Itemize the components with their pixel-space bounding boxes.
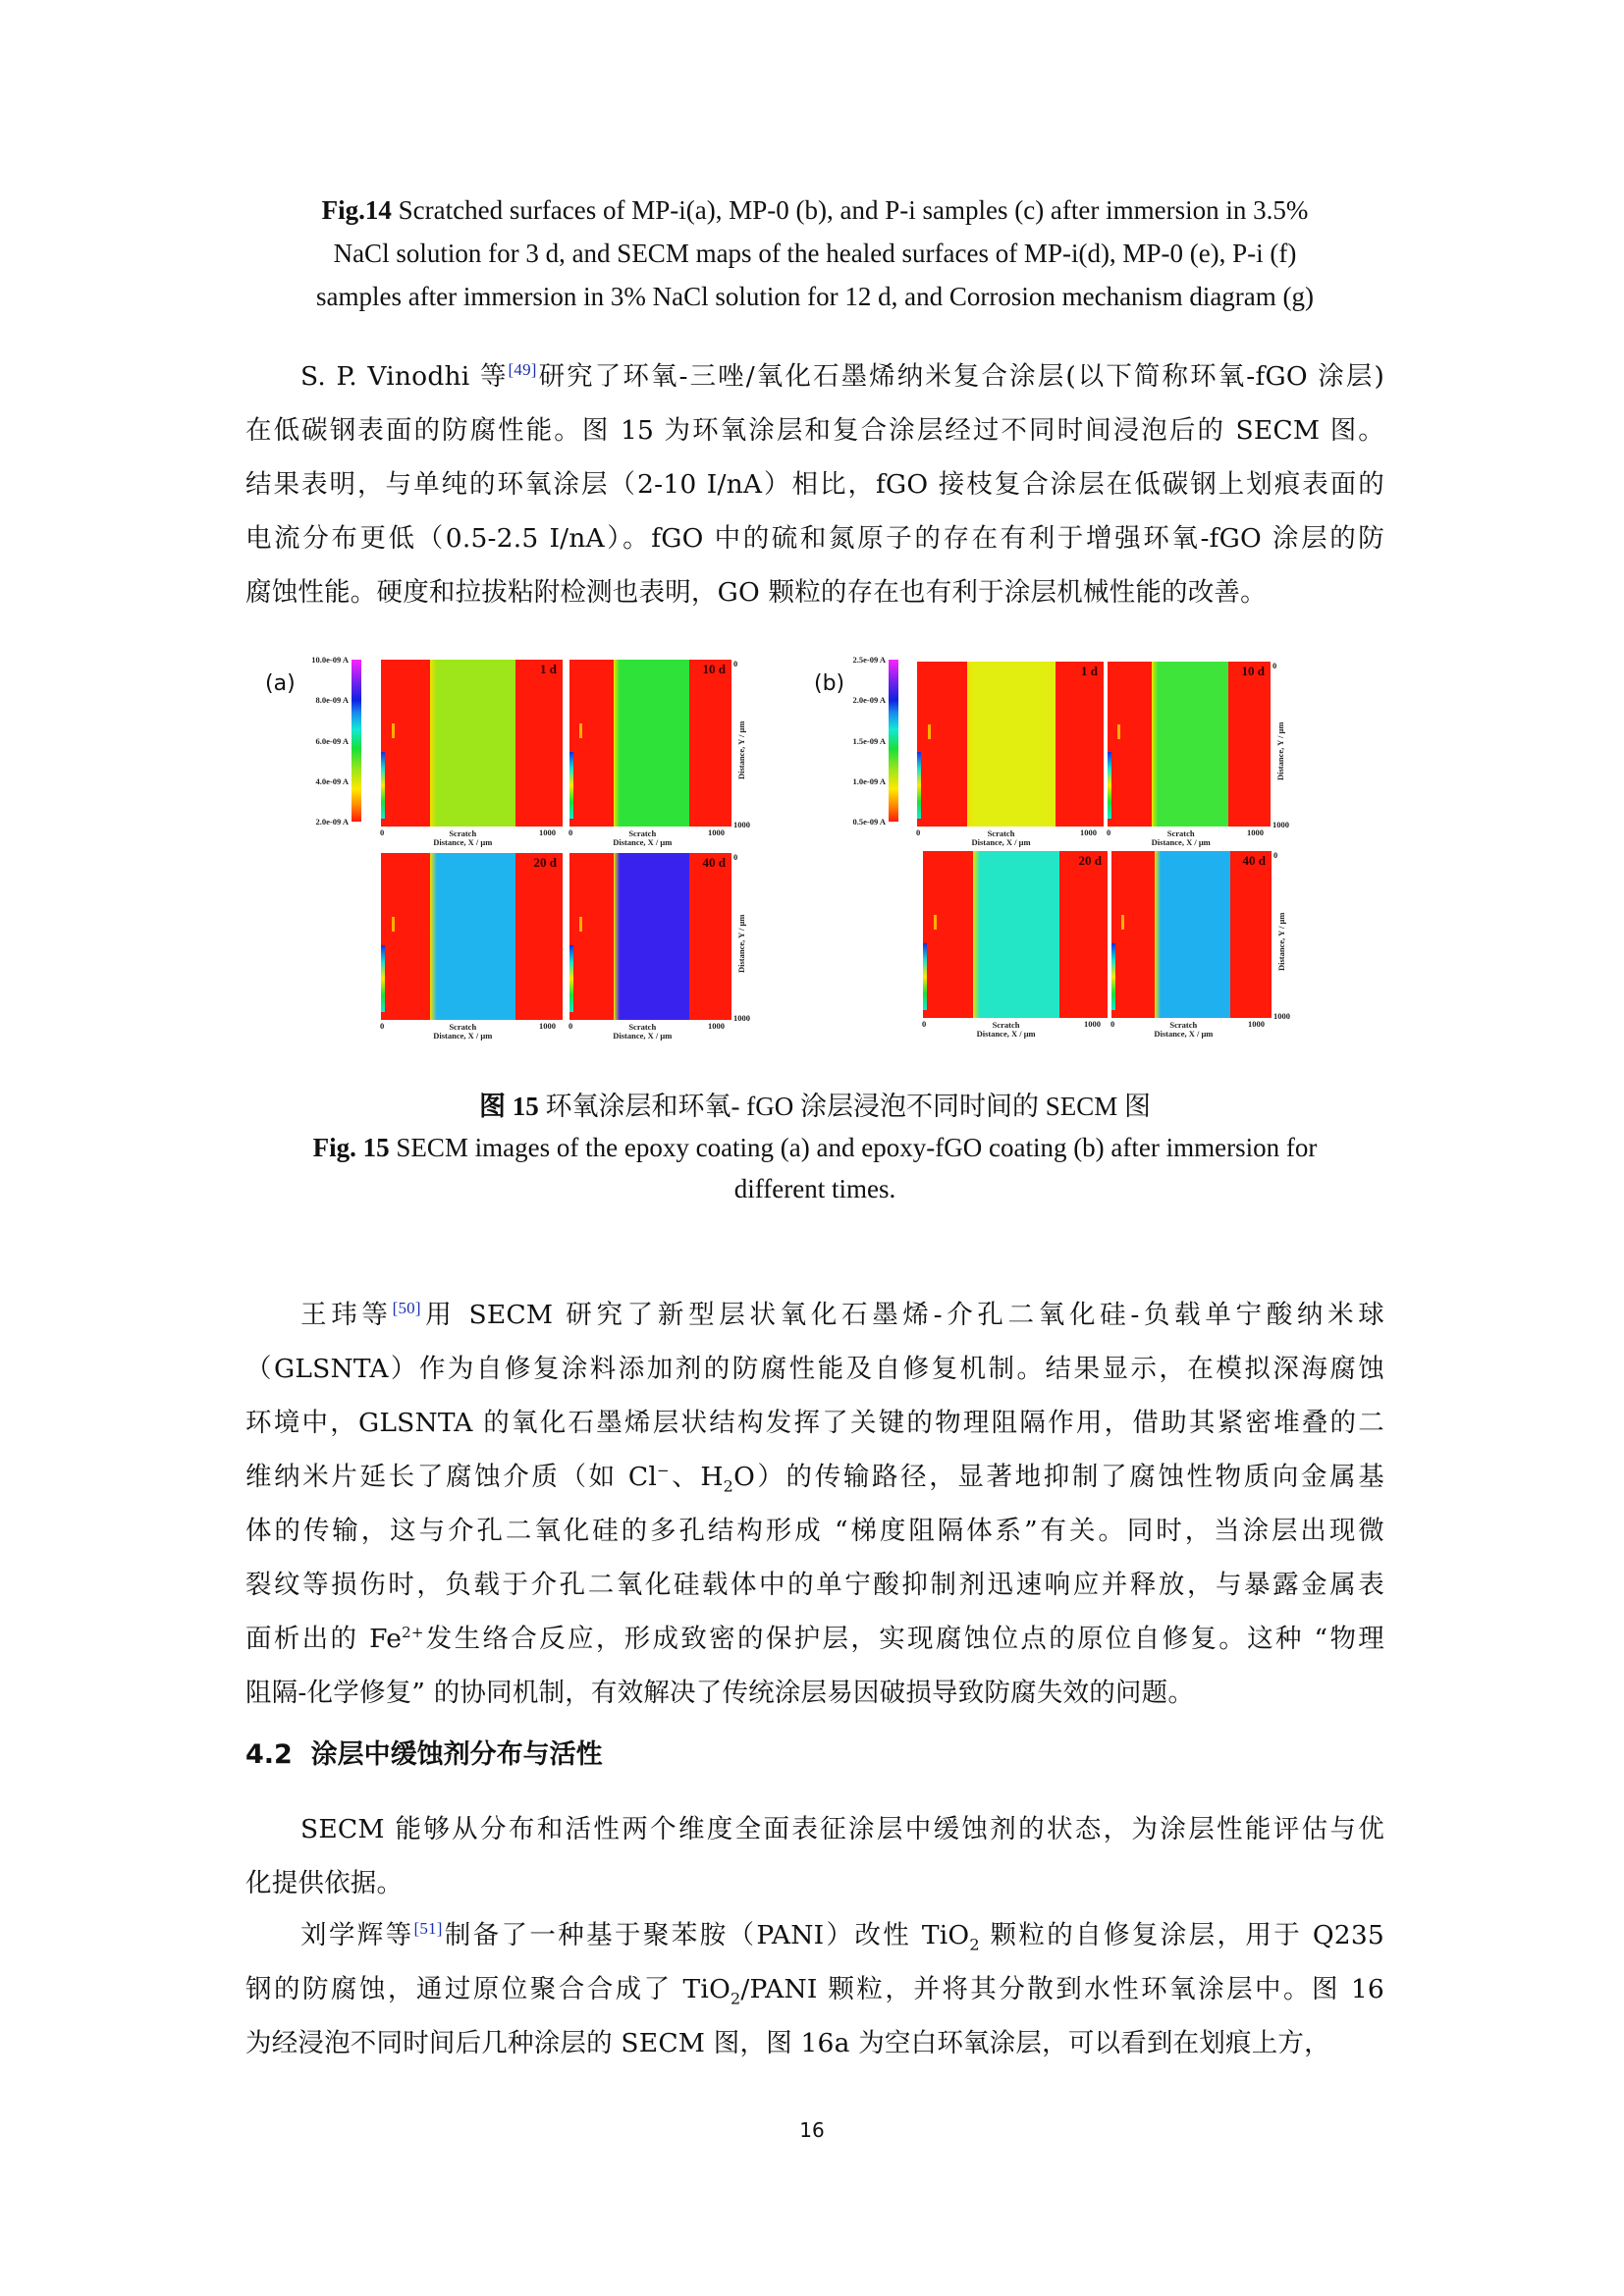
citation-link[interactable]: [50]: [392, 1299, 421, 1318]
secm-map: [569, 660, 731, 827]
text-line: 刘学辉等[51]制备了一种基于聚苯胺（PANI）改性 TiO$_2$ 颗粒的自修复涂层，用于 Q235: [300, 1919, 1384, 1954]
defect-spot: [569, 945, 573, 1012]
y-axis-title: Distance, Y / μm: [1276, 912, 1286, 972]
colorbar-tick-label: 8.0e-09 A: [315, 695, 349, 706]
fig15-caption: [245, 1086, 1384, 1209]
colorbar-tick-label: 6.0e-09 A: [315, 735, 349, 746]
day-label: 20 d: [1078, 853, 1102, 868]
fig14-caption: [245, 188, 1384, 318]
scratch-region: [430, 660, 515, 827]
x-axis-min: 0: [916, 828, 921, 837]
x-axis-max: 1000: [708, 1021, 725, 1031]
day-label: 1 d: [1081, 664, 1098, 678]
x-axis-title: Scratch Distance, X / μm: [613, 828, 673, 847]
orange-streak: [392, 723, 395, 738]
x-axis-max: 1000: [708, 828, 725, 837]
text-line: 为经浸泡不同时间后几种涂层的 SECM 图，图 16a 为空白环氧涂层，可以看到在划痕上方，: [245, 2028, 1330, 2058]
fig14-caption-line: Scratched surfaces of MP-i(a), MP-0 (b), and P-i samples (c) after immersion in 3.5%: [391, 195, 1309, 225]
x-axis-min: 0: [380, 1021, 385, 1031]
secm-map: [923, 851, 1108, 1018]
defect-spot: [917, 752, 921, 818]
day-label: 10 d: [702, 662, 726, 676]
orange-streak: [579, 723, 582, 738]
secm-map: [1108, 662, 1271, 827]
text-line: 王玮等[50]用 SECM 研究了新型层状氧化石墨烯-介孔二氧化硅-负载单宁酸纳米球: [300, 1299, 1384, 1330]
text-line: 维纳米片延长了腐蚀介质（如 Cl−、$H_2O$）的传输路径，显著地抑制了腐蚀性物质向金属基: [245, 1462, 1385, 1496]
y-axis-title: Distance, Y / μm: [736, 914, 746, 974]
scratch-region: [430, 853, 515, 1020]
colorbar-tick-label: 1.0e-09 A: [852, 775, 886, 786]
secm-map: [381, 660, 563, 827]
x-axis-title: Scratch Distance, X / μm: [613, 1022, 673, 1041]
day-label: 10 d: [1241, 664, 1265, 678]
y-axis-title: Distance, Y / μm: [736, 721, 746, 780]
day-label: 40 d: [702, 855, 726, 870]
text-line: 电流分布更低（0.5-2.5 I/nA）。fGO 中的硫和氮原子的存在有利于增强环氧-fGO 涂层的防: [245, 523, 1384, 554]
defect-spot: [923, 943, 927, 1010]
y-axis-max: 1000: [1272, 820, 1289, 829]
y-axis-max: 1000: [1273, 1011, 1290, 1021]
defect-spot: [1111, 943, 1115, 1010]
scratch-region: [973, 851, 1059, 1018]
y-axis-max: 1000: [733, 1013, 750, 1023]
scratch-region: [614, 660, 690, 827]
y-axis-min: 0: [733, 852, 738, 862]
colorbar-tick-label: 2.5e-09 A: [852, 655, 886, 665]
secm-map: [381, 853, 563, 1020]
text-line: 体的传输，这与介孔二氧化硅的多孔结构形成 “梯度阻隔体系”有关。同时，当涂层出现微: [245, 1516, 1384, 1546]
text-line: 环境中，GLSNTA 的氧化石墨烯层状结构发挥了关键的物理阻隔作用，借助其紧密堆叠的二: [245, 1408, 1384, 1438]
fig15-caption-cn: 图 15 环氧涂层和环氧- fGO 涂层浸泡不同时间的 SECM 图: [478, 1092, 1151, 1121]
defect-spot: [381, 945, 385, 1012]
paragraph-liu: [245, 1908, 1384, 2070]
text-line: SECM 能够从分布和活性两个维度全面表征涂层中缓蚀剂的状态，为涂层性能评估与优: [300, 1814, 1384, 1844]
colorbar-tick-label: 4.0e-09 A: [315, 775, 349, 786]
colorbar: [889, 660, 898, 822]
fig14-caption-line: NaCl solution for 3 d, and SECM maps of the healed surfaces of MP-i(d), MP-0 (e), P-i (f): [333, 239, 1297, 268]
x-axis-min: 0: [1107, 828, 1111, 837]
panel-label: (a): [265, 671, 296, 696]
x-axis-title: Scratch Distance, X / μm: [433, 1022, 493, 1041]
text-line: （GLSNTA）作为自修复涂料添加剂的防腐性能及自修复机制。结果显示，在模拟深海腐蚀: [245, 1354, 1384, 1384]
scratch-region: [614, 853, 690, 1020]
secm-map: [917, 662, 1104, 827]
y-axis-min: 0: [1272, 661, 1277, 670]
colorbar-tick-label: 1.5e-09 A: [852, 735, 886, 746]
fig15-caption-en: Fig. 15 SECM images of the epoxy coating (a) and epoxy-fGO coating (b) after immersion for: [312, 1133, 1318, 1162]
scratch-region: [1152, 662, 1228, 827]
x-axis-title: Scratch Distance, X / μm: [971, 828, 1031, 847]
text-line: 钢的防腐蚀，通过原位聚合合成了 TiO$_2$/PANI 颗粒，并将其分散到水性环氧涂层中。图 16: [245, 1974, 1384, 2008]
page-number: 16: [799, 2118, 825, 2142]
x-axis-max: 1000: [1080, 828, 1097, 837]
fig15-caption-en-line2: different times.: [733, 1174, 896, 1203]
day-label: 40 d: [1242, 853, 1266, 868]
orange-streak: [1121, 915, 1124, 930]
colorbar-tick-label: 10.0e-09 A: [311, 655, 349, 665]
colorbar-tick-label: 0.5e-09 A: [852, 817, 886, 827]
x-axis-title: Scratch Distance, X / μm: [1154, 1020, 1214, 1039]
scratch-region: [1155, 851, 1230, 1018]
x-axis-title: Scratch Distance, X / μm: [976, 1020, 1036, 1039]
citation-link[interactable]: [51]: [413, 1919, 443, 1939]
text-line: S. P. Vinodhi 等[49]研究了环氧-三唑/氧化石墨烯纳米复合涂层(以下简称环氧-fGO 涂层): [300, 360, 1385, 392]
colorbar-tick-label: 2.0e-09 A: [852, 695, 886, 706]
section-heading-4-2: 4.2 涂层中缓蚀剂分布与活性: [245, 1739, 603, 1770]
scratch-region: [967, 662, 1055, 827]
y-axis-min: 0: [1273, 850, 1278, 860]
paragraph-secm-intro: [245, 1802, 1384, 1910]
paragraph-glsnta: [245, 1288, 1384, 1720]
y-axis-max: 1000: [733, 820, 750, 829]
orange-streak: [579, 917, 582, 932]
x-axis-max: 1000: [539, 828, 556, 837]
x-axis-min: 0: [380, 828, 385, 837]
x-axis-title: Scratch Distance, X / μm: [433, 828, 493, 847]
y-axis-min: 0: [733, 659, 738, 668]
defect-spot: [381, 752, 385, 819]
x-axis-max: 1000: [1084, 1019, 1101, 1029]
day-label: 1 d: [540, 662, 557, 676]
x-axis-max: 1000: [1248, 1019, 1265, 1029]
day-label: 20 d: [533, 855, 557, 870]
orange-streak: [934, 915, 937, 930]
text-line: 面析出的 $Fe^{2+}$发生络合反应，形成致密的保护层，实现腐蚀位点的原位自修复。这种 “物理: [245, 1624, 1384, 1654]
paragraph-vinodhi: [245, 349, 1384, 619]
x-axis-min: 0: [568, 828, 573, 837]
x-axis-max: 1000: [1247, 828, 1264, 837]
secm-map: [569, 853, 731, 1020]
text-line: 结果表明，与单纯的环氧涂层（2-10 I/nA）相比，fGO 接枝复合涂层在低碳钢上划痕表面的: [245, 469, 1384, 500]
orange-streak: [1117, 724, 1120, 739]
x-axis-title: Scratch Distance, X / μm: [1151, 828, 1211, 847]
text-line: 裂纹等损伤时，负载于介孔二氧化硅载体中的单宁酸抑制剂迅速响应并释放，与暴露金属表: [245, 1570, 1384, 1600]
colorbar: [352, 660, 361, 822]
fig14-caption-line: samples after immersion in 3% NaCl solution for 12 d, and Corrosion mechanism diagram (g): [315, 282, 1315, 311]
fig14-label: Fig.14: [321, 195, 392, 225]
y-axis-title: Distance, Y / μm: [1275, 721, 1285, 780]
orange-streak: [928, 724, 931, 739]
defect-spot: [569, 752, 573, 819]
text-line: 腐蚀性能。硬度和拉拔粘附检测也表明，GO 颗粒的存在也有利于涂层机械性能的改善。: [245, 577, 1267, 608]
text-line: 在低碳钢表面的防腐性能。图 15 为环氧涂层和复合涂层经过不同时间浸泡后的 SECM 图。: [245, 415, 1384, 446]
orange-streak: [392, 917, 395, 932]
citation-link[interactable]: [49]: [508, 360, 537, 380]
x-axis-min: 0: [568, 1021, 573, 1031]
x-axis-min: 0: [1110, 1019, 1115, 1029]
x-axis-min: 0: [922, 1019, 927, 1029]
secm-map: [1111, 851, 1272, 1018]
x-axis-max: 1000: [539, 1021, 556, 1031]
defect-spot: [1108, 752, 1111, 818]
colorbar-tick-label: 2.0e-09 A: [315, 817, 349, 827]
text-line: 化提供依据。: [245, 1868, 404, 1898]
text-line: 阻隔-化学修复” 的协同机制，有效解决了传统涂层易因破损导致防腐失效的问题。: [245, 1678, 1195, 1708]
panel-label: (b): [814, 671, 845, 696]
